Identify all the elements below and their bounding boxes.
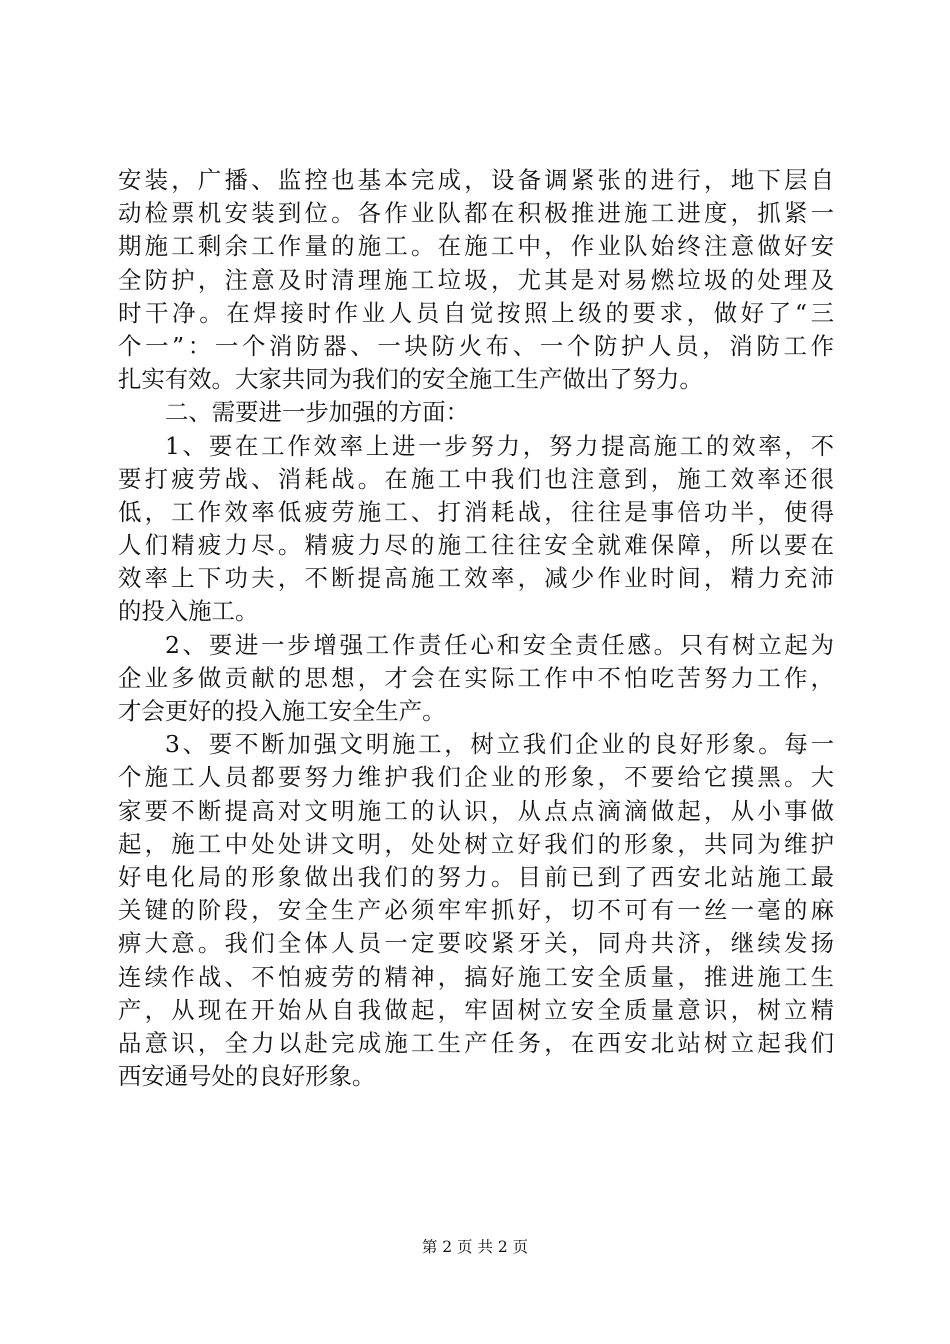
text-line: 效率上下功夫，不断提高施工效率，减少作业时间，精力充沛 — [118, 564, 834, 593]
text-line: 痹大意。我们全体人员一定要咬紧牙关，同舟共济，继续发扬 — [118, 929, 834, 958]
text-line: 个一”：一个消防器、一块防火布、一个防护人员，消防工作 — [118, 331, 834, 360]
page-footer: 第 2 页 共 2 页 — [421, 1238, 529, 1256]
text-line: 安装，广播、监控也基本完成，设备调紧张的进行，地下层自 — [118, 166, 834, 194]
text-line: 人们精疲力尽。精疲力尽的施工往往安全就难保障，所以要在 — [118, 531, 834, 560]
text-line: 产，从现在开始从自我做起，牢固树立安全质量意识，树立精 — [118, 995, 834, 1024]
text-line: 3、要不断加强文明施工，树立我们企业的良好形象。每一 — [165, 730, 834, 759]
text-line: 好电化局的形象做出我们的努力。目前已到了西安北站施工最 — [118, 862, 834, 891]
text-line: 才会更好的投入施工安全生产。 — [118, 697, 446, 725]
text-line: 个施工人员都要努力维护我们企业的形象，不要给它摸黑。大 — [118, 763, 834, 792]
text-line: 全防护，注意及时清理施工垃圾，尤其是对易燃垃圾的处理及 — [118, 265, 834, 294]
text-line: 品意识，全力以赴完成施工生产任务，在西安北站树立起我们 — [118, 1028, 834, 1057]
text-line: 低，工作效率低疲劳施工、打消耗战，往往是事倍功半，使得 — [118, 497, 834, 526]
text-line: 家要不断提高对文明施工的认识，从点点滴滴做起，从小事做 — [118, 796, 834, 825]
text-line: 起，施工中处处讲文明，处处树立好我们的形象，共同为维护 — [118, 829, 834, 858]
text-line: 企业多做贡献的思想，才会在实际工作中不怕吃苦努力工作， — [118, 663, 834, 692]
text-line: 期施工剩余工作量的施工。在施工中，作业队始终注意做好安 — [118, 232, 834, 261]
text-line: 扎实有效。大家共同为我们的安全施工生产做出了努力。 — [118, 365, 703, 394]
text-line: 时干净。在焊接时作业人员自觉按照上级的要求，做好了“三 — [118, 298, 834, 327]
document-body — [118, 164, 834, 1093]
text-line: 动检票机安装到位。各作业队都在积极推进施工进度，抓紧一 — [118, 199, 834, 228]
text-line: 1、要在工作效率上进一步努力，努力提高施工的效率，不 — [165, 431, 834, 460]
text-line: 关键的阶段，安全生产必须牢牢抓好，切不可有一丝一毫的麻 — [118, 896, 834, 925]
text-line: 的投入施工。 — [118, 597, 259, 626]
text-line: 要打疲劳战、消耗战。在施工中我们也注意到，施工效率还很 — [118, 464, 834, 493]
text-line: 2、要进一步增强工作责任心和安全责任感。只有树立起为 — [165, 630, 834, 659]
text-line: 二、需要进一步加强的方面： — [165, 398, 470, 427]
text-line: 西安通号处的良好形象。 — [118, 1062, 376, 1091]
text-line: 连续作战、不怕疲劳的精神，搞好施工安全质量，推进施工生 — [118, 962, 834, 991]
